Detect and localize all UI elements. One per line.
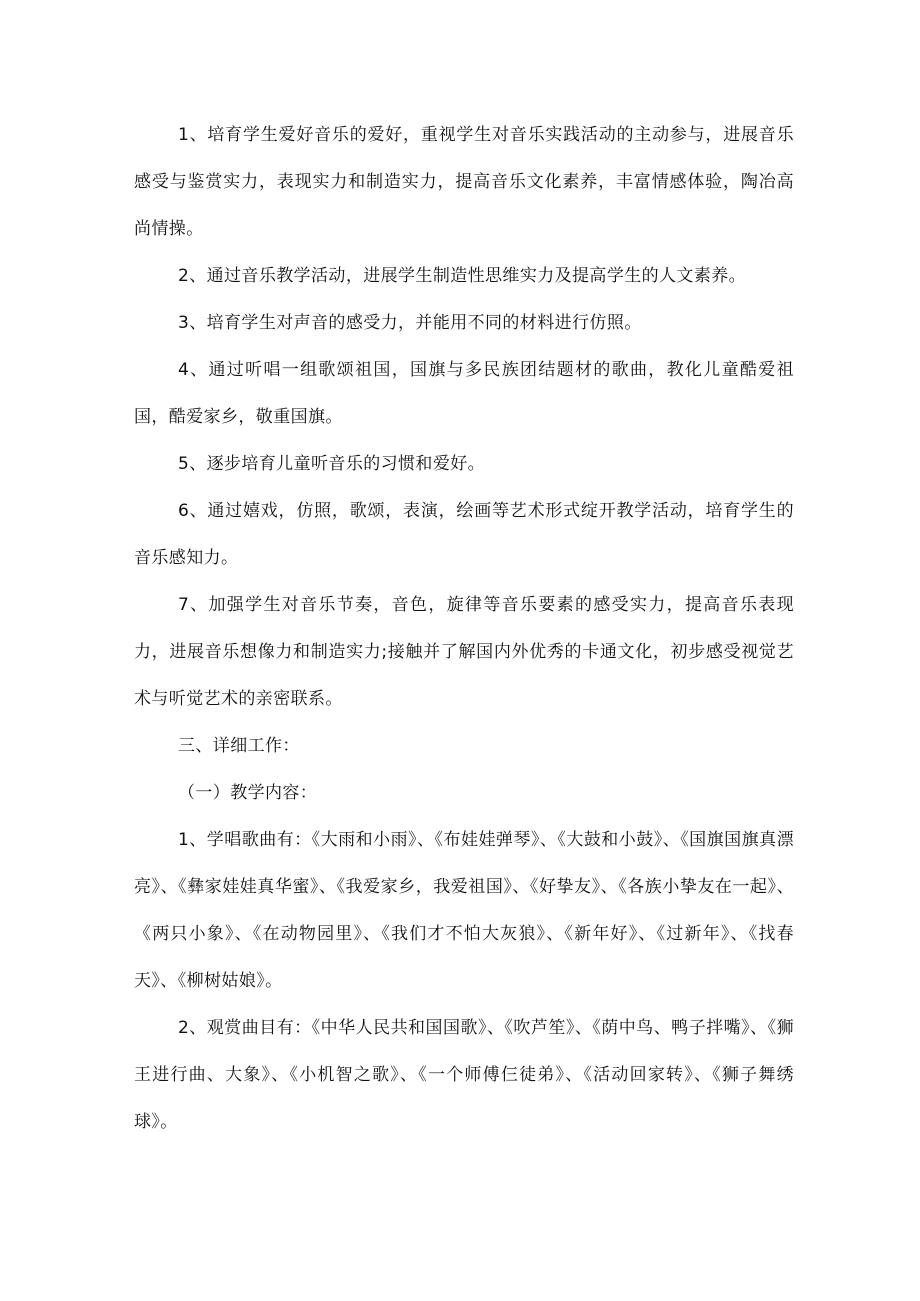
paragraph-goal-1: 1、培育学生爱好音乐的爱好，重视学生对音乐实践活动的主动参与，进展音乐感受与鉴赏实力，表现实力和制造实力，提高音乐文化素养，丰富情感体验，陶冶高尚情操。 <box>134 125 794 239</box>
paragraph-goal-6: 6、通过嬉戏，仿照，歌颂，表演，绘画等艺术形式绽开教学活动，培育学生的音乐感知力。 <box>134 501 794 568</box>
document-body <box>134 112 794 1146</box>
paragraph-goal-4: 4、通过听唱一组歌颂祖国，国旗与多民族团结题材的歌曲，教化儿童酷爱祖国，酷爱家乡，敬重国旗。 <box>134 360 794 427</box>
subsection-heading: （一）教学内容： <box>178 783 318 803</box>
paragraph-goal-7: 7、加强学生对音乐节奏，音色，旋律等音乐要素的感受实力，提高音乐表现力，进展音乐想像力和制造实力;接触并了解国内外优秀的卡通文化，初步感受视觉艺术与听觉艺术的亲密联系。 <box>134 595 794 709</box>
paragraph-goal-5: 5、逐步培育儿童听音乐的习惯和爱好。 <box>178 454 486 474</box>
section-heading: 三、详细工作： <box>178 736 300 756</box>
paragraph-appreciation: 2、观赏曲目有：《中华人民共和国国歌》、《吹芦笙》、《荫中鸟、鸭子拌嘴》、《狮王进行曲、大象》、《小机智之歌》、《一个师傅仨徒弟》、《活动回家转》、《狮子舞绣球》。 <box>134 1018 794 1132</box>
paragraph-songs: 1、学唱歌曲有：《大雨和小雨》、《布娃娃弹琴》、《大鼓和小鼓》、《国旗国旗真漂亮》、《彝家娃娃真华蜜》、《我爱家乡，我爱祖国》、《好挚友》、《各族小挚友在一起》、《两只小象》、《在动物园里》、《我们才不怕大灰狼》、《新年好》、《过新年》、《找春天》、《柳树姑娘》。 <box>134 830 794 991</box>
paragraph-goal-3: 3、培育学生对声音的感受力，并能用不同的材料进行仿照。 <box>178 313 642 333</box>
paragraph-goal-2: 2、通过音乐教学活动，进展学生制造性思维实力及提高学生的人文素养。 <box>178 266 747 286</box>
